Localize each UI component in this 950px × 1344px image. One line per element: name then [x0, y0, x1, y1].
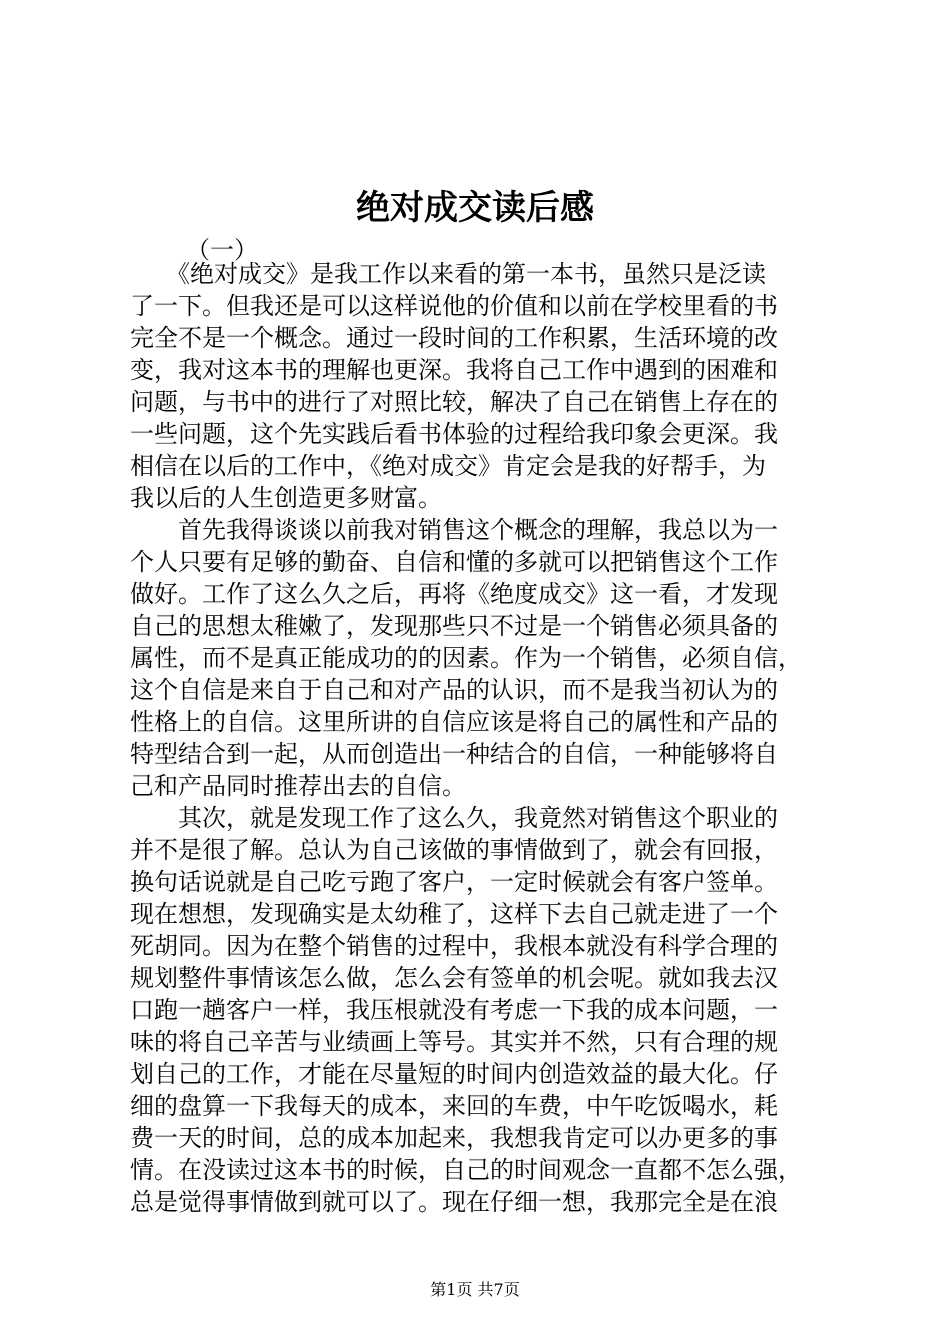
body-text	[130, 258, 830, 1218]
text-line: 变，我对这本书的理解也更深。我将自己工作中遇到的困难和	[130, 356, 778, 384]
text-line: 并不是很了解。总认为自己该做的事情做到了，就会有回报，	[130, 836, 778, 864]
text-line: 换句话说就是自己吃亏跑了客户，一定时候就会有客户签单。	[130, 868, 778, 896]
text-line: 味的将自己辛苦与业绩画上等号。其实并不然，只有合理的规	[130, 1028, 778, 1056]
text-line: 这个自信是来自于自己和对产品的认识，而不是我当初认为的	[130, 676, 778, 704]
text-line: 了一下。但我还是可以这样说他的价值和以前在学校里看的书	[130, 292, 778, 320]
text-line: 死胡同。因为在整个销售的过程中，我根本就没有科学合理的	[130, 932, 778, 960]
text-line: 首先我得谈谈以前我对销售这个概念的理解，我总以为一	[130, 516, 778, 544]
text-line: 属性，而不是真正能成功的的因素。作为一个销售，必须自信，	[130, 644, 802, 672]
text-line: 我以后的人生创造更多财富。	[130, 484, 442, 512]
text-line: 《绝对成交》是我工作以来看的第一本书，虽然只是泛读	[130, 260, 766, 288]
text-line: 现在想想，发现确实是太幼稚了，这样下去自己就走进了一个	[130, 900, 778, 928]
text-line: 总是觉得事情做到就可以了。现在仔细一想，我那完全是在浪	[130, 1188, 778, 1216]
text-line: 细的盘算一下我每天的成本，来回的车费，中午吃饭喝水，耗	[130, 1092, 778, 1120]
text-line: 情。在没读过这本书的时候，自己的时间观念一直都不怎么强，	[130, 1156, 802, 1184]
text-line: 其次，就是发现工作了这么久，我竟然对销售这个职业的	[130, 804, 778, 832]
page-footer: 第1页 共7页	[430, 1280, 520, 1299]
text-line: 做好。工作了这么久之后，再将《绝度成交》这一看，才发现	[130, 580, 778, 608]
text-line: 特型结合到一起，从而创造出一种结合的自信，一种能够将自	[130, 740, 778, 768]
text-line: 费一天的时间，总的成本加起来，我想我肯定可以办更多的事	[130, 1124, 778, 1152]
text-line: 相信在以后的工作中，《绝对成交》肯定会是我的好帮手，为	[130, 452, 766, 480]
document-title: 绝对成交读后感	[356, 188, 594, 228]
text-line: 划自己的工作，才能在尽量短的时间内创造效益的最大化。仔	[130, 1060, 778, 1088]
text-line: 一些问题，这个先实践后看书体验的过程给我印象会更深。我	[130, 420, 778, 448]
text-line: 己和产品同时推荐出去的自信。	[130, 772, 466, 800]
text-line: 规划整件事情该怎么做，怎么会有签单的机会呢。就如我去汉	[130, 964, 778, 992]
text-line: 口跑一趟客户一样，我压根就没有考虑一下我的成本问题，一	[130, 996, 778, 1024]
text-line: 完全不是一个概念。通过一段时间的工作积累，生活环境的改	[130, 324, 778, 352]
text-line: 自己的思想太稚嫩了，发现那些只不过是一个销售必须具备的	[130, 612, 778, 640]
text-line: 性格上的自信。这里所讲的自信应该是将自己的属性和产品的	[130, 708, 778, 736]
text-line: 问题，与书中的进行了对照比较，解决了自己在销售上存在的	[130, 388, 778, 416]
text-line: 个人只要有足够的勤奋、自信和懂的多就可以把销售这个工作	[130, 548, 778, 576]
section-label: （一）	[186, 236, 258, 264]
